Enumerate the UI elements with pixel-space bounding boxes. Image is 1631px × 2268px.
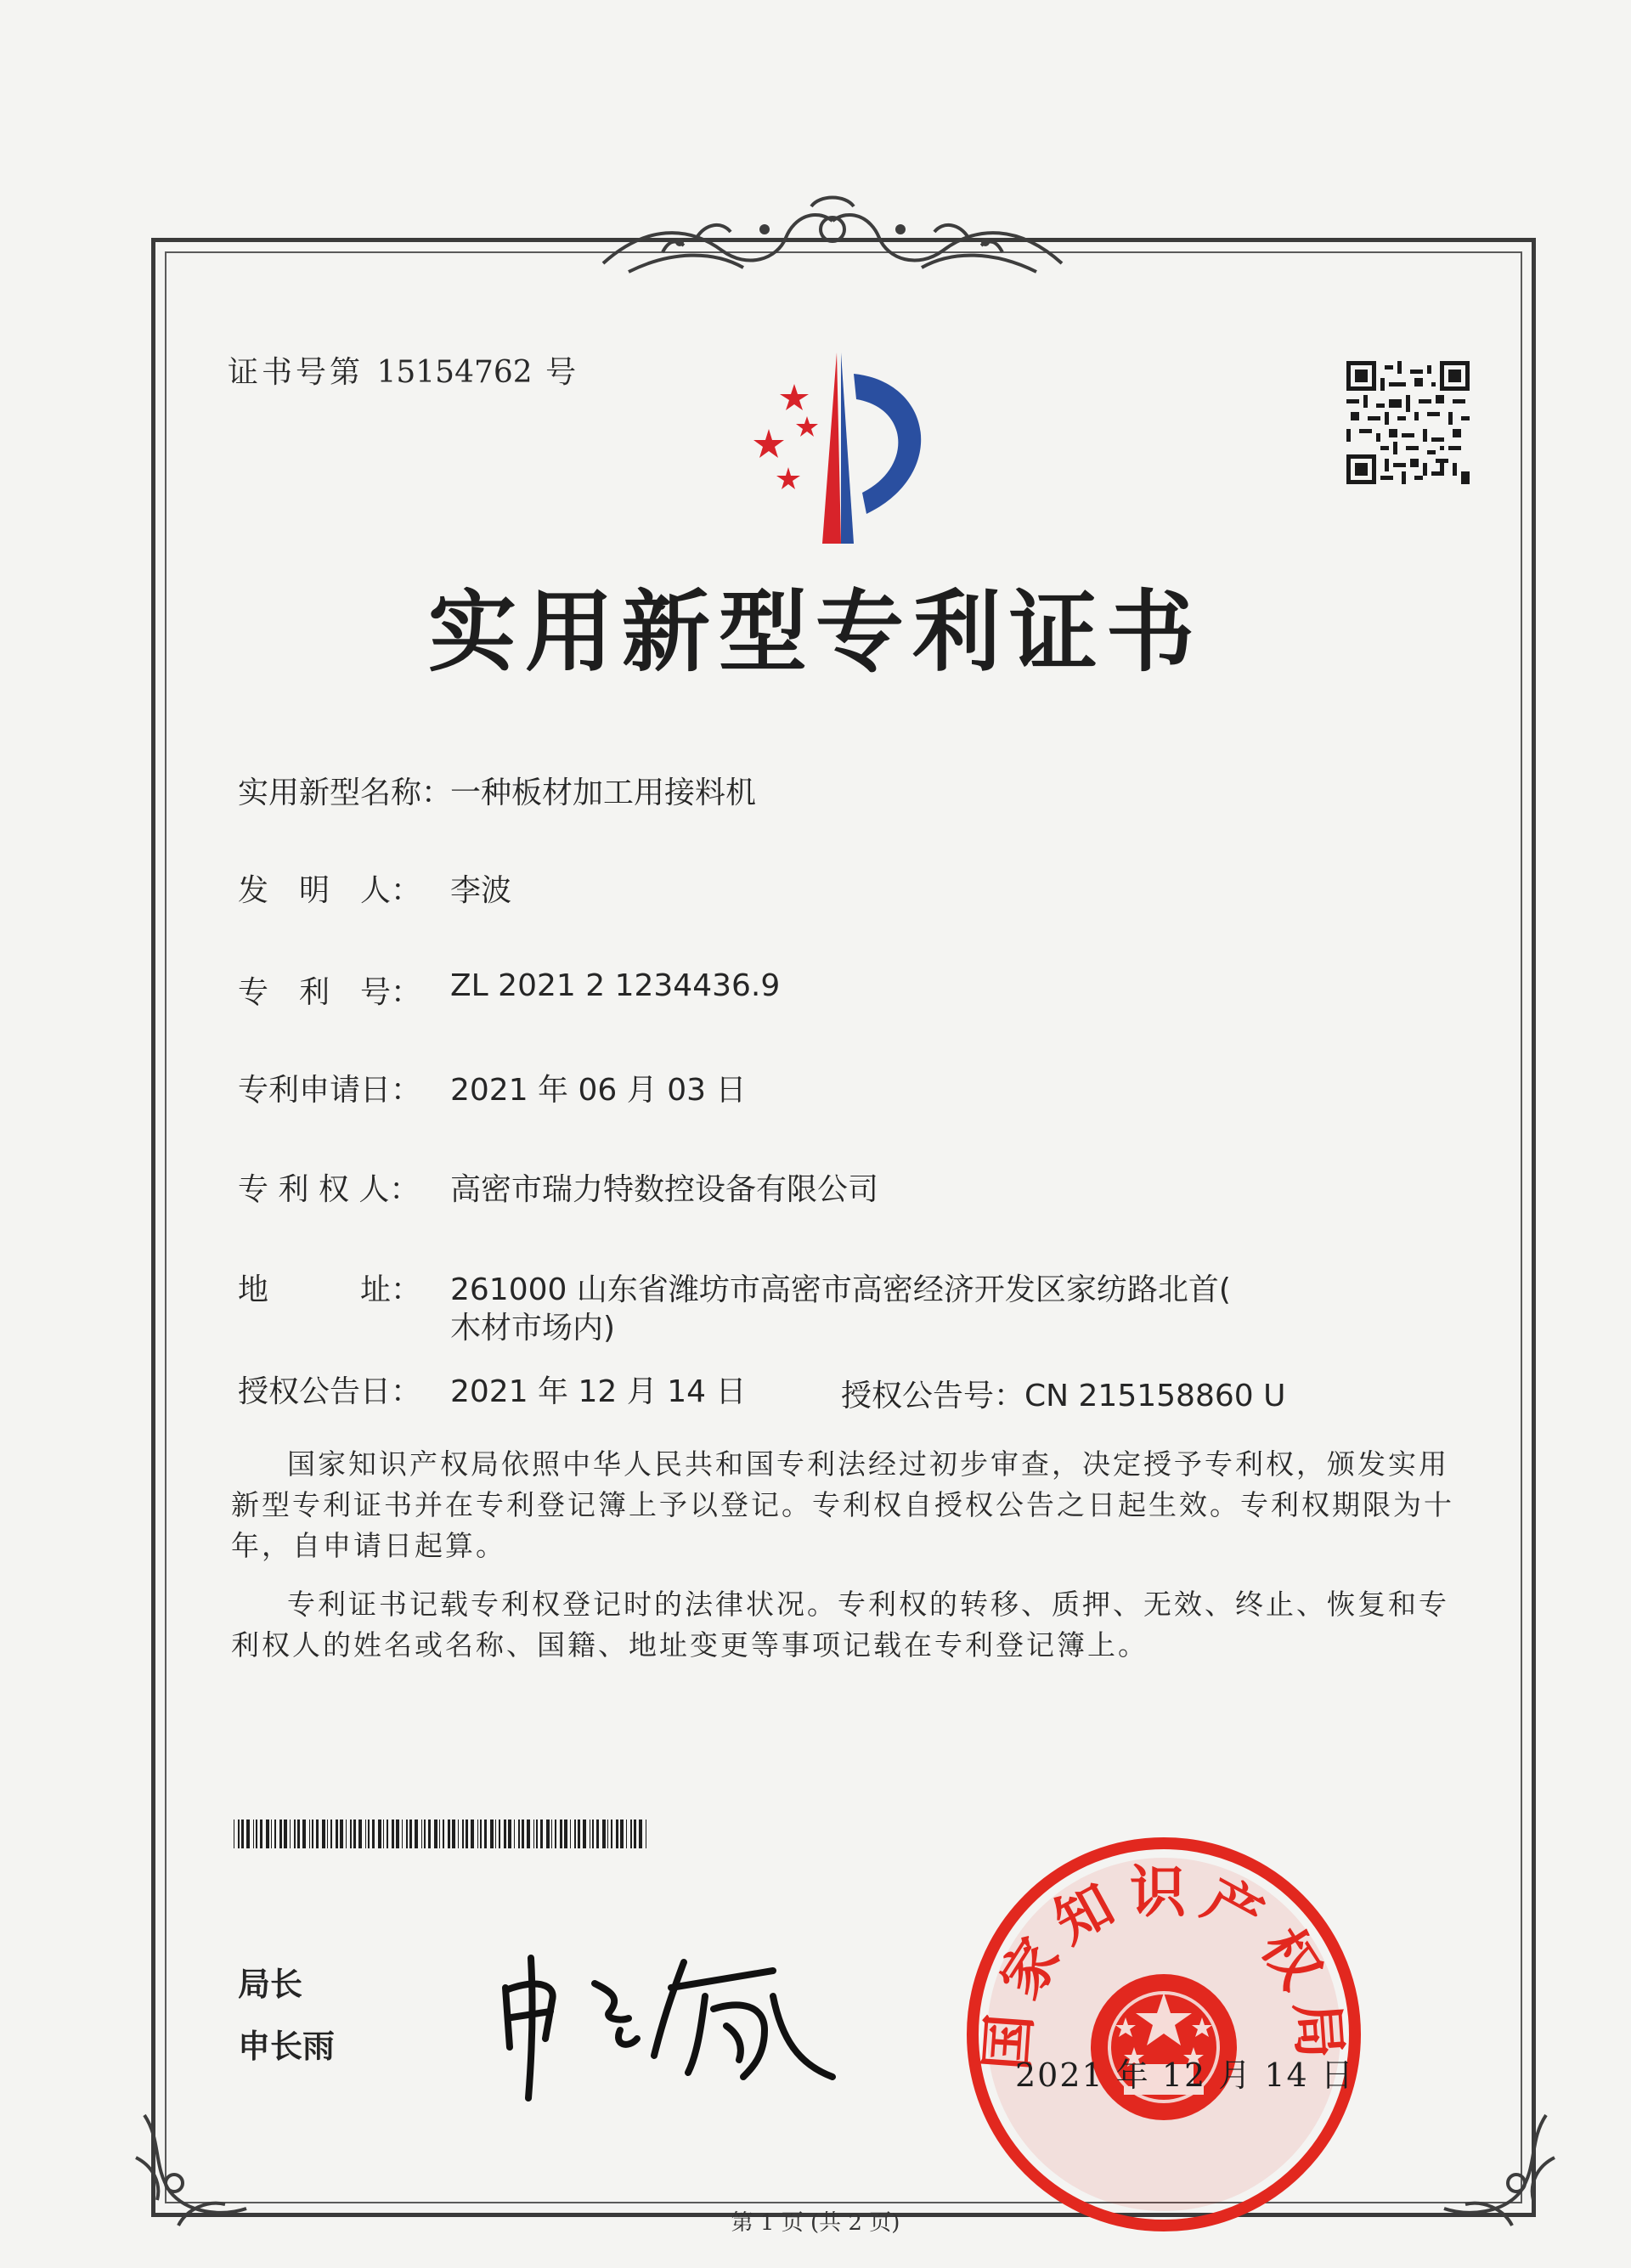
barcode-bar: [527, 1819, 530, 1848]
barcode-bar: [290, 1819, 291, 1848]
filing-date-label: 专利申请日：: [238, 1073, 422, 1108]
barcode-bar: [490, 1819, 494, 1848]
barcode-bar: [630, 1819, 632, 1848]
barcode-bar: [350, 1819, 352, 1848]
page-number: 第 1 页 (共 2 页): [731, 2210, 900, 2236]
certificate-number-value: 15154762: [376, 355, 533, 390]
address-value-line1: 261000 山东省潍坊市高密市高密经济开发区家纺路北首(: [450, 1272, 1231, 1307]
address-value-line2: 木材市场内): [450, 1311, 616, 1346]
barcode-bar: [578, 1819, 580, 1848]
barcode-bar: [392, 1819, 394, 1848]
barcode-bar: [551, 1819, 552, 1848]
barcode-bar: [536, 1819, 538, 1848]
qr-code: [1346, 361, 1470, 484]
barcode-bar: [514, 1819, 515, 1848]
barcode-bar: [260, 1819, 262, 1848]
barcode-bar: [592, 1819, 594, 1848]
barcode-bar: [253, 1819, 254, 1848]
field-filing-date: [238, 1066, 746, 1109]
barcode-bar: [596, 1819, 599, 1848]
seal-date: 2021 年 12 月 14 日: [1015, 2056, 1355, 2094]
patentee-label: 专 利 权 人：: [238, 1172, 420, 1207]
paragraph-grant-statement: 国家知识产权局依照中华人民共和国专利法经过初步审查，决定授予专利权，颁发实用新型专利证书并在专利登记簿上予以登记。专利权自授权公告之日起生效。专利权期限为十年，自申请日起算。: [231, 1447, 1454, 1562]
inventor-label: 发 明 人：: [238, 873, 422, 908]
barcode-bar: [466, 1819, 468, 1848]
barcode-bar: [574, 1819, 576, 1848]
barcode-bar: [522, 1819, 524, 1848]
grant-date-value: 2021 年 12 月 14 日: [450, 1374, 747, 1409]
field-patentee: [238, 1165, 878, 1209]
svg-text:国家知识产权局: 国家知识产权局: [974, 1859, 1354, 2073]
field-grant-date: [238, 1368, 746, 1411]
barcode-bar: [540, 1819, 543, 1848]
certificate-title: 实用新型专利证书: [427, 580, 1203, 684]
barcode-bar: [346, 1819, 347, 1848]
patent-number-label: 专 利 号：: [238, 975, 422, 1010]
official-seal: [964, 1835, 1363, 2234]
barcode-bar: [365, 1819, 366, 1848]
barcode-bar: [241, 1819, 244, 1848]
barcode-bar: [322, 1819, 325, 1848]
barcode-bar: [279, 1819, 282, 1848]
barcode-bar: [634, 1819, 636, 1848]
paragraph-legal-status: 专利证书记载专利权登记时的法律状况。专利权的转移、质押、无效、终止、恢复和专利权人的姓名或名称、国籍、地址变更等事项记载在专利登记簿上。: [231, 1588, 1449, 1662]
barcode-bar: [583, 1819, 586, 1848]
barcode-bar: [284, 1819, 287, 1848]
field-inventor: [238, 866, 511, 910]
field-utility-model-name: [238, 769, 756, 812]
barcode-bar: [312, 1819, 313, 1848]
barcode-bar: [480, 1819, 482, 1848]
barcode-bar: [372, 1819, 375, 1848]
barcode-bar: [448, 1819, 450, 1848]
barcode-bar: [428, 1819, 431, 1848]
barcode-bar: [396, 1819, 399, 1848]
top-ornament: [595, 191, 1070, 285]
barcode-bar: [555, 1819, 556, 1848]
barcode-bar: [271, 1819, 272, 1848]
barcode-bar: [564, 1819, 567, 1848]
barcode: [234, 1819, 650, 1848]
filing-date-value: 2021 年 06 月 03 日: [450, 1073, 747, 1108]
barcode-bar: [477, 1819, 478, 1848]
barcode-bar: [309, 1819, 310, 1848]
barcode-bar: [616, 1819, 618, 1848]
certificate-number-suffix: 号: [545, 355, 580, 390]
barcode-bar: [256, 1819, 257, 1848]
inventor-value: 李波: [450, 873, 512, 908]
barcode-bar: [484, 1819, 487, 1848]
barcode-bar: [297, 1819, 300, 1848]
barcode-bar: [424, 1819, 426, 1848]
field-grant-number: [841, 1372, 1285, 1415]
barcode-bar: [504, 1819, 506, 1848]
barcode-bar: [330, 1819, 332, 1848]
cnipa-logo-icon: [714, 348, 968, 552]
barcode-bar: [602, 1819, 606, 1848]
barcode-bar: [421, 1819, 422, 1848]
barcode-bar: [620, 1819, 624, 1848]
barcode-bar: [508, 1819, 511, 1848]
barcode-bar: [368, 1819, 370, 1848]
name-value: 一种板材加工用接料机: [450, 776, 757, 810]
barcode-bar: [383, 1819, 384, 1848]
barcode-bar: [518, 1819, 520, 1848]
barcode-bar: [327, 1819, 328, 1848]
barcode-bar: [546, 1819, 550, 1848]
barcode-bar: [458, 1819, 459, 1848]
barcode-bar: [336, 1819, 338, 1848]
certificate-number-label: 证书号第: [228, 355, 364, 390]
barcode-bar: [406, 1819, 408, 1848]
barcode-bar: [570, 1819, 571, 1848]
name-label: 实用新型名称：: [238, 776, 453, 810]
barcode-bar: [639, 1819, 642, 1848]
grant-number-value: CN 215158860 U: [1024, 1379, 1286, 1413]
barcode-bar: [415, 1819, 418, 1848]
barcode-bar: [358, 1819, 362, 1848]
grant-number-label: 授权公告号：: [841, 1379, 1025, 1413]
barcode-bar: [439, 1819, 440, 1848]
barcode-bar: [626, 1819, 627, 1848]
grant-date-label: 授权公告日：: [238, 1374, 422, 1409]
signer-name: 申长雨: [238, 2028, 336, 2065]
barcode-bar: [495, 1819, 496, 1848]
handwritten-signature: [493, 1937, 849, 2107]
barcode-bar: [607, 1819, 608, 1848]
barcode-bar: [462, 1819, 464, 1848]
barcode-bar: [266, 1819, 269, 1848]
barcode-bar: [434, 1819, 437, 1848]
barcode-bar: [246, 1819, 250, 1848]
certificate-number: [228, 348, 579, 392]
signer-title: 局长: [238, 1966, 303, 2003]
field-address: [238, 1266, 1231, 1309]
barcode-bar: [452, 1819, 455, 1848]
patentee-value: 高密市瑞力特数控设备有限公司: [450, 1172, 879, 1207]
address-label: 地 址：: [238, 1272, 422, 1307]
barcode-bar: [238, 1819, 240, 1848]
barcode-bar: [611, 1819, 612, 1848]
barcode-bar: [560, 1819, 562, 1848]
barcode-bar: [387, 1819, 388, 1848]
barcode-bar: [409, 1819, 412, 1848]
barcode-bar: [402, 1819, 403, 1848]
barcode-bar: [316, 1819, 319, 1848]
barcode-bar: [302, 1819, 306, 1848]
barcode-bar: [443, 1819, 444, 1848]
barcode-bar: [340, 1819, 343, 1848]
patent-number-value: ZL 2021 2 1234436.9: [450, 968, 781, 1003]
field-patent-number: [238, 968, 780, 1012]
barcode-bar: [274, 1819, 276, 1848]
barcode-bar: [378, 1819, 381, 1848]
barcode-bar: [499, 1819, 500, 1848]
barcode-bar: [353, 1819, 356, 1848]
barcode-bar: [471, 1819, 474, 1848]
barcode-bar: [294, 1819, 296, 1848]
barcode-bar: [533, 1819, 534, 1848]
